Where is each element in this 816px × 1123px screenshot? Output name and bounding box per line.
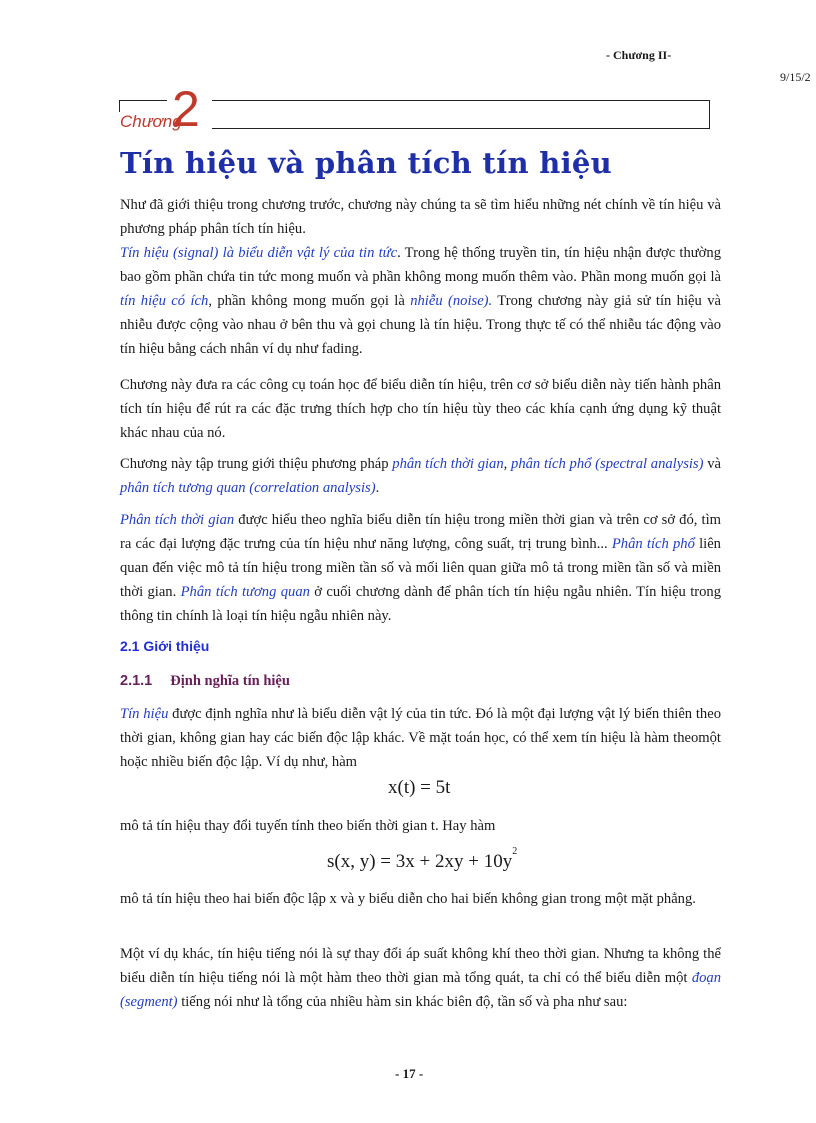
chapter-label: Chương xyxy=(120,112,182,131)
linear-signal-paragraph: mô tả tín hiệu thay đổi tuyến tính theo biến thời gian t. Hay hàm xyxy=(120,818,496,834)
analysis-description-paragraph: Phân tích thời gian được hiểu theo nghĩa biểu diễn tín hiệu trong miền thời gian và trên cơ sở đó, tìm ra các đại lượng đặc trưng của tín hiệu như năng lượng, công suất, trị trung bình... Phân tích phổ liên quan đến việc mô tả tín hiệu trong miền tần số và mối liên quan giữa mô tả trong miền tần số và miền thời gian. Phân tích tương quan ở cuối chương dành để phân tích tín hiệu ngẫu nhiên. Tín hiệu trong thông tin chính là loại tín hiệu ngẫu nhiên này. xyxy=(120,512,721,624)
page-number: - 17 - xyxy=(395,1066,424,1081)
chapter-title: Tín hiệu và phân tích tín hiệu xyxy=(120,146,613,180)
methods-paragraph: Chương này tập trung giới thiệu phương pháp phân tích thời gian, phân tích phổ (spectral analysis) và phân tích tương quan (correlation analysis). xyxy=(120,456,721,496)
tools-paragraph: Chương này đưa ra các công cụ toán học để biểu diễn tín hiệu, trên cơ sở biểu diễn này tiến hành phân tích tín hiệu để rút ra các đặc trưng thích hợp cho tín hiệu tùy theo các khía cạnh ứng dụng kỹ thuật khác nhau của nó. xyxy=(120,377,721,441)
signal-definition: Tín hiệu (signal) là biểu diễn vật lý của tin tức xyxy=(120,245,398,261)
chapter-rule-left-vertical xyxy=(119,100,120,112)
section-title: Định nghĩa tín hiệu xyxy=(170,673,290,689)
section-number: 2.1.1 xyxy=(120,673,153,689)
spectral-analysis-term: phân tích phổ (spectral analysis) xyxy=(511,456,704,472)
spectral-analysis-term-2: Phân tích phổ xyxy=(611,536,695,552)
time-analysis-term: phân tích thời gian xyxy=(392,456,504,472)
signal-term: Tín hiệu xyxy=(120,706,169,722)
chapter-number: 2 xyxy=(172,81,200,137)
noise-term: nhiễu (noise). xyxy=(410,293,493,309)
correlation-analysis-term-2: Phân tích tương quan xyxy=(180,584,310,600)
equation-2-main: s(x, y) = 3x + 2xy + 10y xyxy=(327,851,513,872)
segment-term: đoạn (segment) xyxy=(120,970,721,1010)
correlation-analysis-term: phân tích tương quan (correlation analysis) xyxy=(120,480,376,496)
intro-paragraph: Như đã giới thiệu trong chương trước, chương này chúng ta sẽ tìm hiểu những nét chính về tín hiệu và phương pháp phân tích tín hiệu. xyxy=(120,197,721,237)
signal-definition-paragraph: Tín hiệu (signal) là biểu diễn vật lý của tin tức. Trong hệ thống truyền tin, tín hiệu nhận được thường bao gồm phần chứa tin tức mong muốn và phần không mong muốn thêm vào. Phần mong muốn gọi là tín hiệu có ích, phần không mong muốn gọi là nhiễu (noise). Trong chương này giả sử tín hiệu và nhiễu được cộng vào nhau ở bên thu và gọi chung là tín hiệu. Trong thực tế có thể nhiễu tác động vào tín hiệu bằng cách nhân ví dụ như fading. xyxy=(120,245,721,357)
two-variable-paragraph: mô tả tín hiệu theo hai biến độc lập x và y biểu diễn cho hai biến không gian trong một mặt phẳng. xyxy=(120,891,696,907)
chapter-rule-top xyxy=(212,100,710,101)
speech-signal-paragraph: Một ví dụ khác, tín hiệu tiếng nói là sự thay đổi áp suất không khí theo thời gian. Nhưng ta không thể biểu diễn tín hiệu tiếng nói là một hàm theo thời gian mà tổng quát, ta chỉ có thể biểu diễn một đoạn (segment) tiếng nói như là tổng của nhiều hàm sin khác biên độ, tần số và pha như sau: xyxy=(120,946,721,1010)
chapter-rule-left-top xyxy=(119,100,167,101)
chapter-rule-bottom xyxy=(212,128,710,129)
signal-math-paragraph: Tín hiệu được định nghĩa như là biểu diễn vật lý của tin tức. Đó là một đại lượng vật lý biến thiên theo thời gian, không gian hay các biến độc lập khác. Về mặt toán học, có thể xem tín hiệu là hàm theomột hoặc nhiều biến độc lập. Ví dụ như, hàm xyxy=(120,706,721,770)
section-heading-2-1-1 xyxy=(120,673,290,690)
equation-2-exponent: 2 xyxy=(512,845,518,857)
header-date: 9/15/2 xyxy=(780,70,811,84)
equation-2 xyxy=(327,845,518,873)
running-header: - Chương II- xyxy=(606,48,672,62)
useful-signal-term: tín hiệu có ích xyxy=(120,293,209,309)
section-heading-2-1: 2.1 Giới thiệu xyxy=(120,638,210,654)
chapter-rule-right xyxy=(709,100,710,128)
time-analysis-term-2: Phân tích thời gian xyxy=(120,512,235,528)
equation-1: x(t) = 5t xyxy=(388,777,451,798)
